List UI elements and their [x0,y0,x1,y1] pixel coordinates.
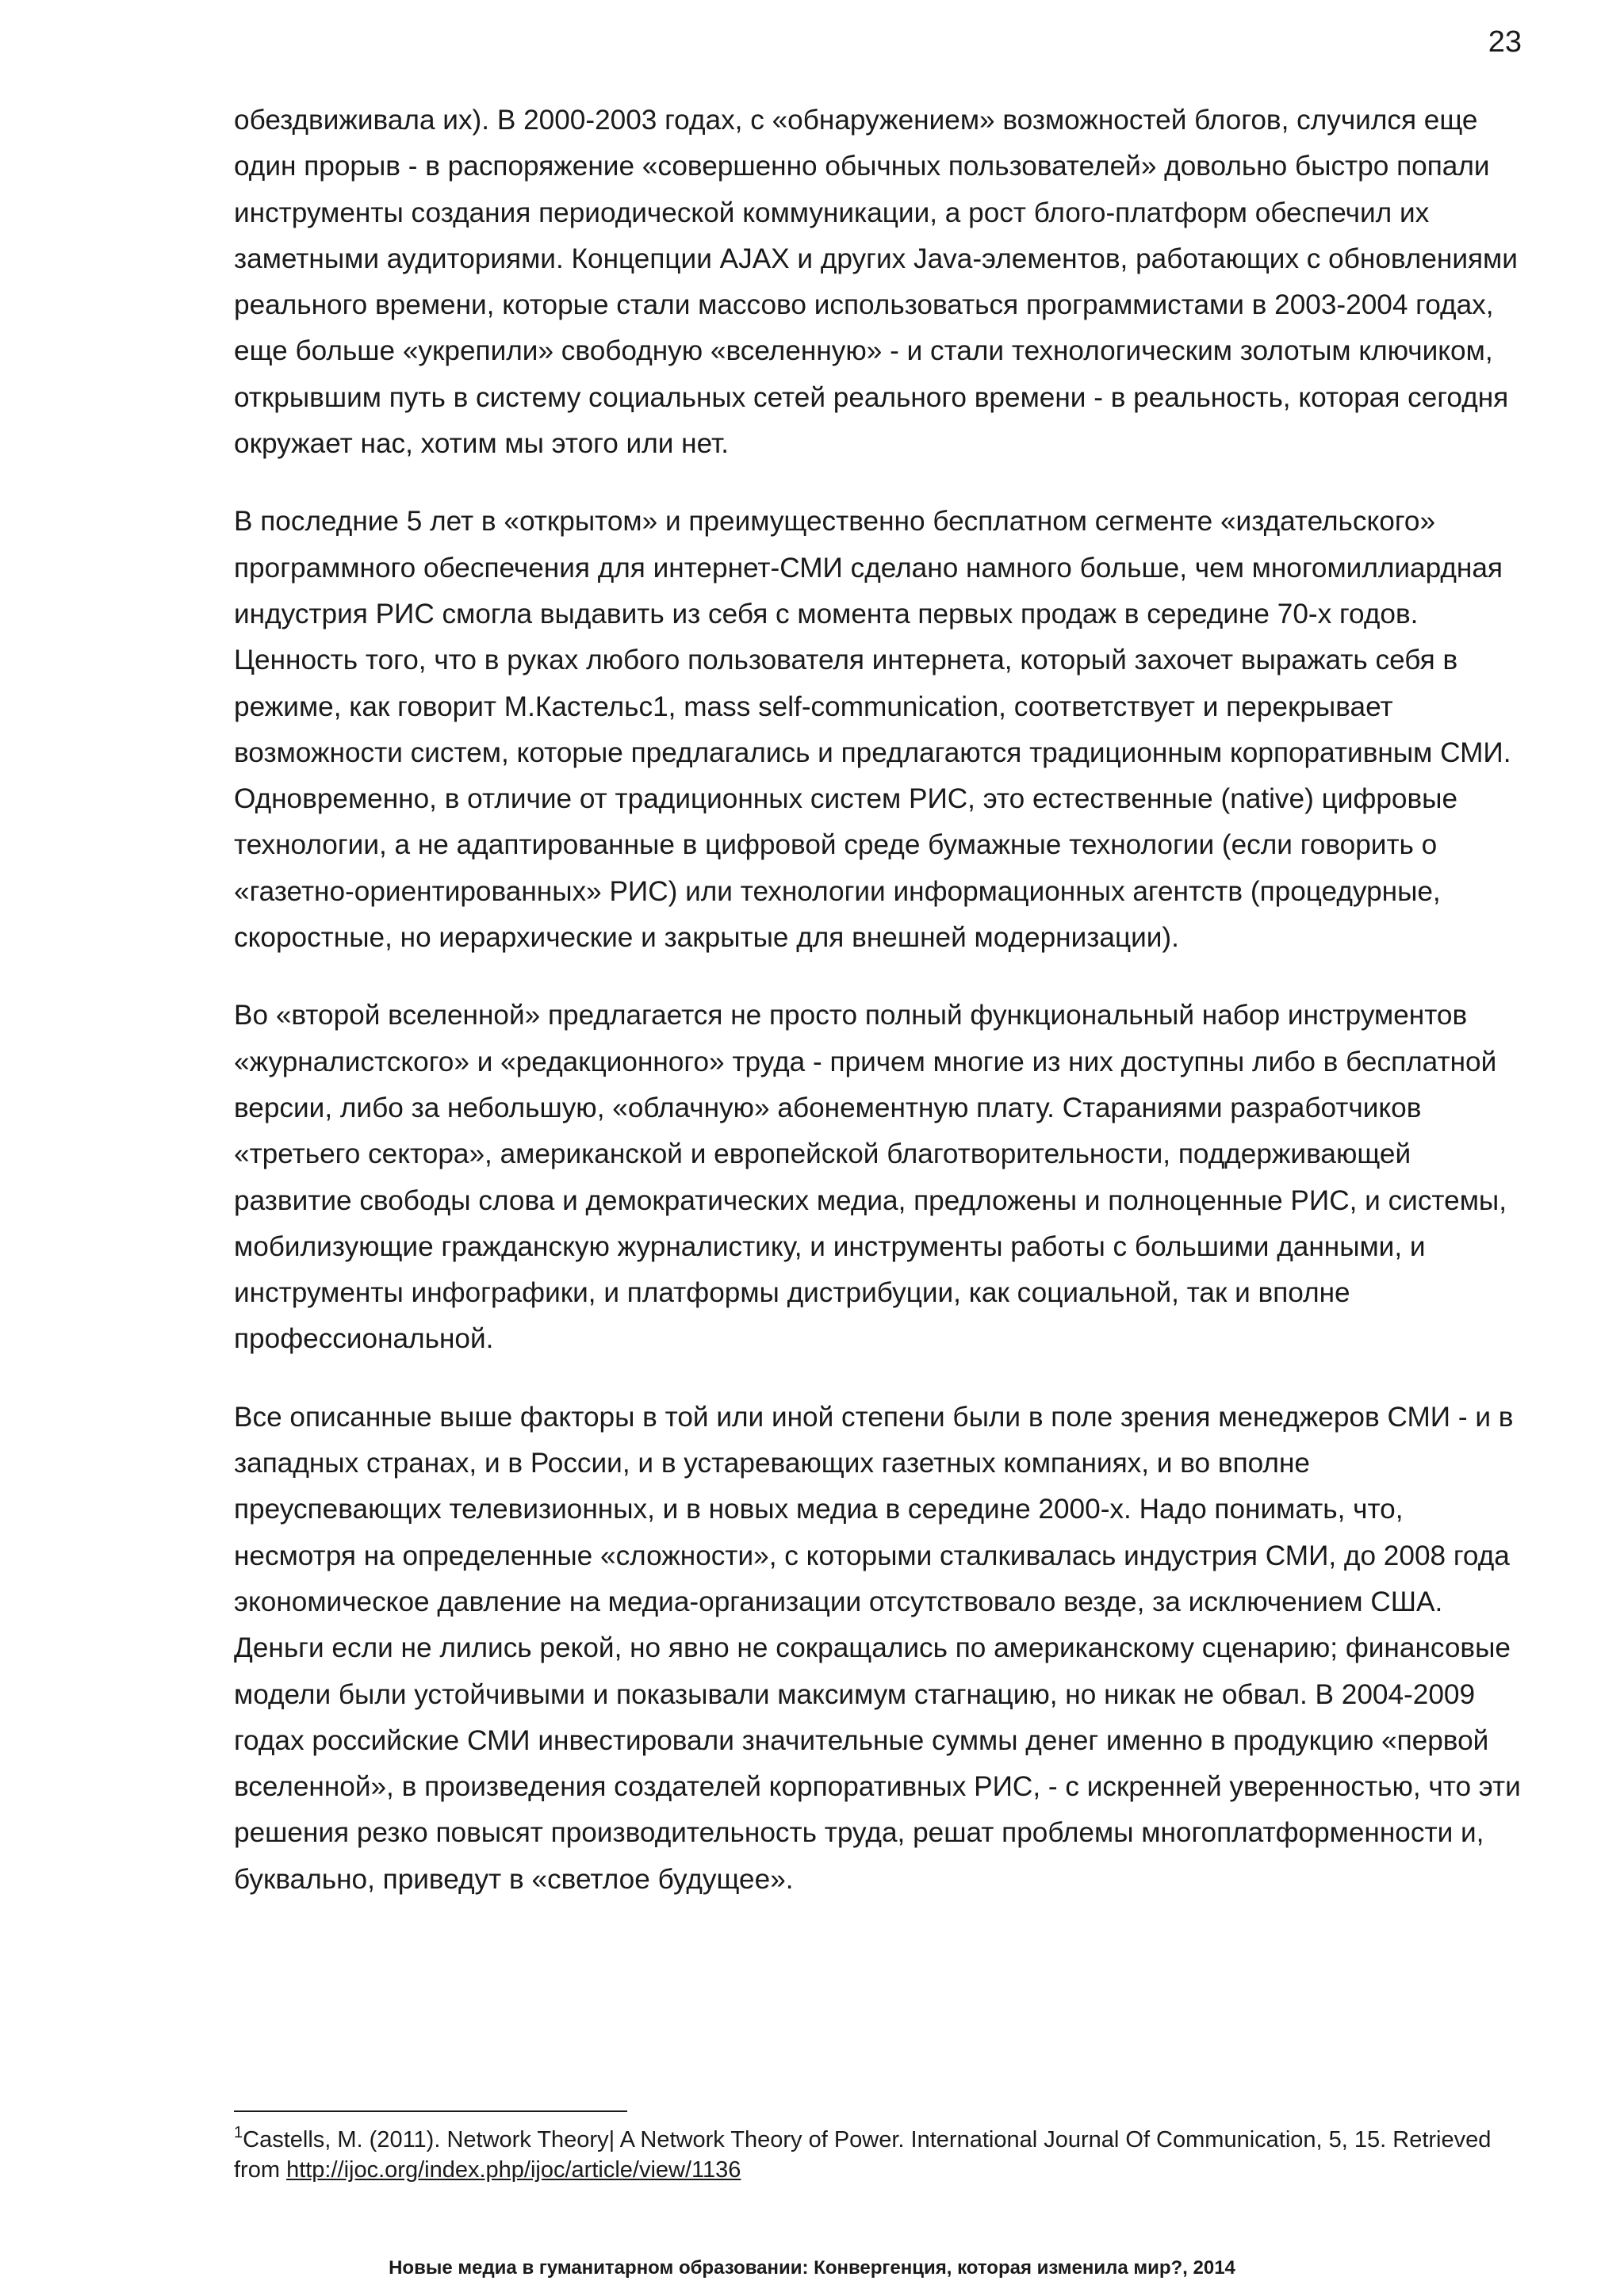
paragraph-1: обездвиживала их). В 2000-2003 годах, с «обнаружением» возможностей блогов, случился еще один прорыв - в распоряжение «совершенно обычных пользователей» довольно быстро попали инструменты создания периодической коммуникации, а рост блого-платформ обеспечил их заметными аудиториями. Концепции AJAX и других Java-элементов, работающих с обновлениями реального времени, которые стали массово использоваться программистами в 2003-2004 годах, еще больше «укрепили» свободную «вселенную» - и стали технологическим золотым ключиком, открывшим путь в систему социальных сетей реального времени - в реальность, которая сегодня окружает нас, хотим мы этого или нет. [234,105,1518,460]
paragraph-4: Все описанные выше факторы в той или иной степени были в поле зрения менеджеров СМИ - и в западных странах, и в России, и в устаревающих газетных компаниях, и во вполне преуспевающих телевизионных, и в новых медиа в середине 2000-х. Надо понимать, что, несмотря на определенные «сложности», с которыми сталкивалась индустрия СМИ, до 2008 года экономическое давление на медиа-организации отсутствовало везде, за исключением США. Деньги если не лились рекой, но явно не сокращались по американскому сценарию; финансовые модели были устойчивыми и показывали максимум стагнацию, но никак не обвал. В 2004-2009 годах российские СМИ инвестировали значительные суммы денег именно в продукцию «первой вселенной», в произведения создателей корпоративных РИС, - с искренней уверенностью, что эти решения резко повысят производительность труда, решат проблемы многоплатформенности и, буквально, приведут в «светлое будущее». [234,1401,1521,1895]
paragraph-3: Во «второй вселенной» предлагается не просто полный функциональный набор инструментов «журналистского» и «редакционного» труда - причем многие из них доступны либо в бесплатной версии, либо за небольшую, «облачную» абонементную плату. Стараниями разработчиков «третьего сектора», американской и европейской благотворительности, поддерживающей развитие свободы слова и демократических медиа, предложены и полноценные РИС, и системы, мобилизующие гражданскую журналистику, и инструменты работы с большими данными, и инструменты инфографики, и платформы дистрибуции, как социальной, так и вполне профессиональной. [234,1000,1507,1355]
footnote-link[interactable]: http://ijoc.org/index.php/ijoc/article/view/1136 [286,2157,741,2183]
footnote-marker: 1 [234,2124,243,2141]
paragraph-2: В последние 5 лет в «открытом» и преимущественно бесплатном сегменте «издательского» программного обеспечения для интернет-СМИ сделано намного больше, чем многомиллиардная индустрия РИС смогла выдавить из себя с момента первых продаж в середине 70-х годов. Ценность того, что в руках любого пользователя интернета, который захочет выражать себя в режиме, как говорит М.Кастельс1, mass self-communication, соответствует и перекрывает возможности систем, которые предлагались и предлагаются традиционным корпоративным СМИ. Одновременно, в отличие от традиционных систем РИС, это естественные (native) цифровые технологии, а не адаптированные в цифровой среде бумажные технологии (если говорить о «газетно-ориентированных» РИС) или технологии информационных агентств (процедурные, скоростные, но иерархические и закрытые для внешней модернизации). [234,506,1511,954]
body-text [234,98,1522,1934]
footnote [234,2125,1522,2185]
footnote-text: Castells, M. (2011). Network Theory| A Network Theory of Power. International Journal Of Communication, 5, 15. Retrieved from [234,2127,1492,2183]
page-number: 23 [1488,25,1522,59]
page-footer: Новые медиа в гуманитарном образовании: Конвергенция, которая изменила мир?, 2014 [389,2257,1235,2279]
footnote-separator [234,2110,627,2112]
